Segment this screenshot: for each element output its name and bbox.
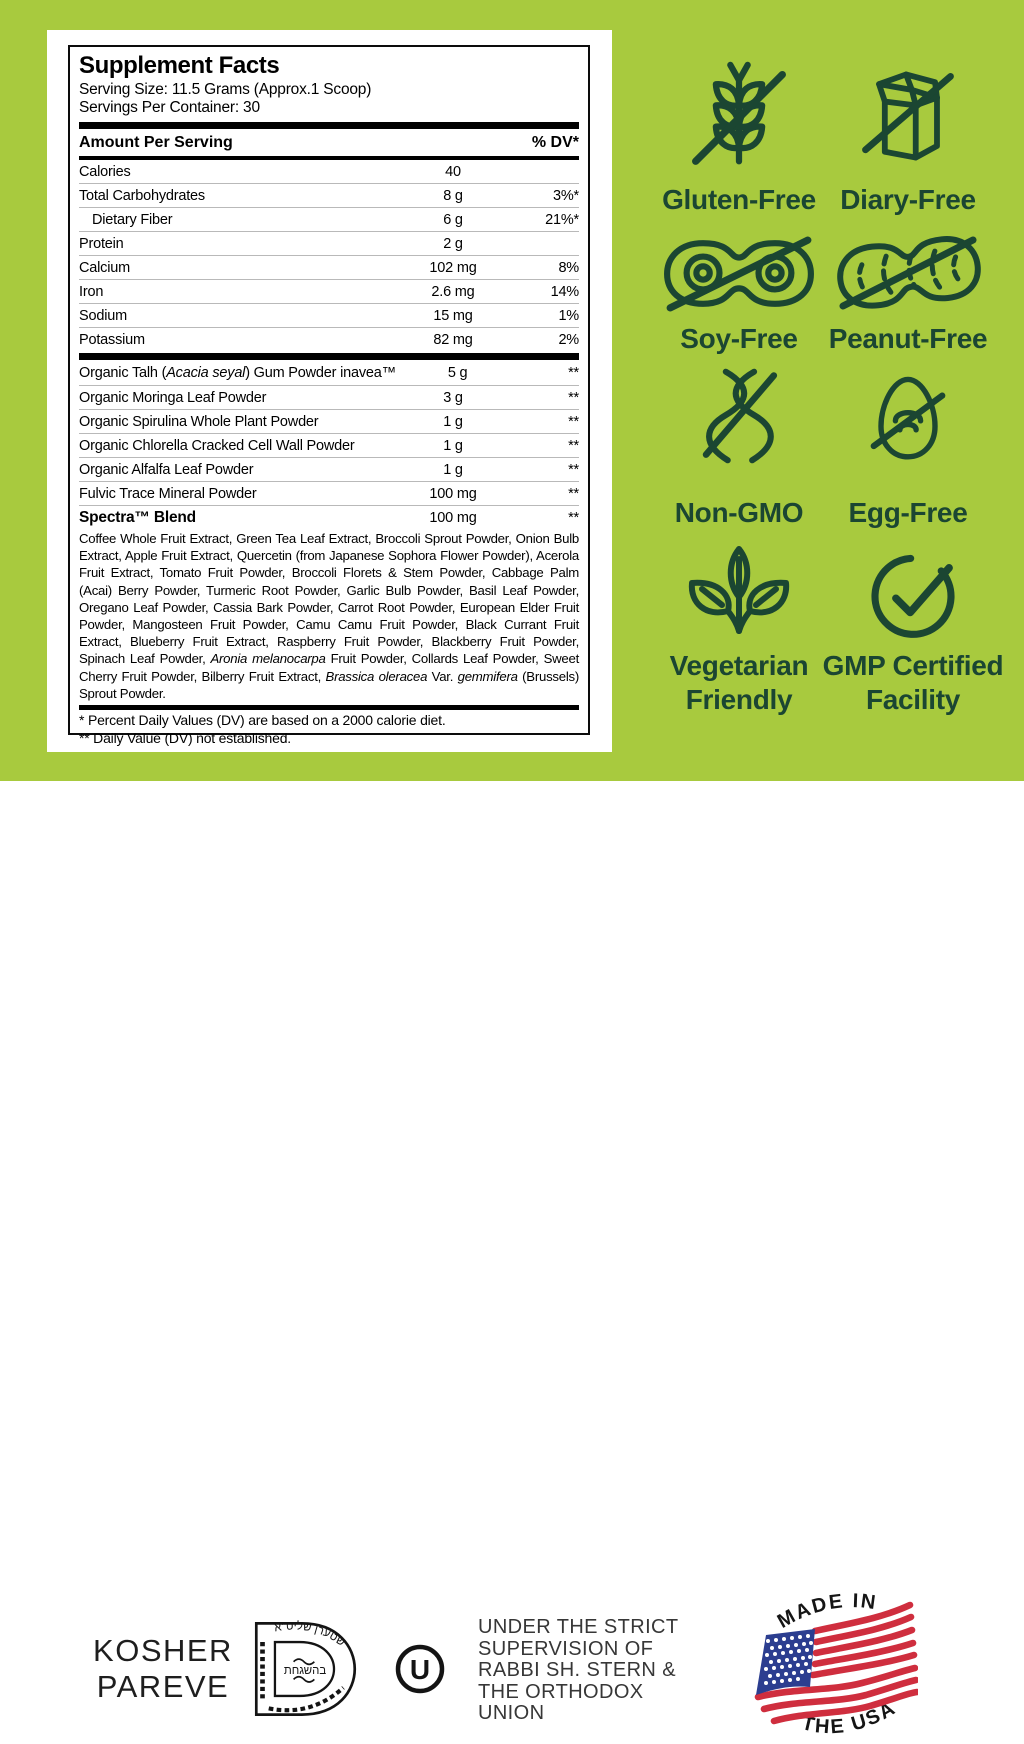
divider-medium	[79, 705, 579, 710]
badge-label: GMP Certified	[822, 650, 1004, 681]
table-header	[79, 129, 579, 156]
footnote-not-established: ** Daily Value (DV) not established.	[79, 729, 291, 746]
nutrient-amount: 8 g	[443, 187, 463, 204]
nutrient-name: Total Carbohydrates	[79, 187, 205, 204]
nutrient-dv: 21%*	[545, 211, 579, 228]
nutrient-dv: 2%	[558, 331, 579, 348]
ingredient-row-spectra-blend	[79, 505, 579, 529]
ingredient-row	[79, 360, 579, 385]
nutrient-row	[79, 279, 579, 303]
badge-peanut-free	[808, 238, 1008, 356]
nutrient-name: Iron	[79, 283, 104, 300]
nutrient-dv: 1%	[558, 307, 579, 324]
ingredient-dv: **	[568, 413, 579, 430]
ingredient-amount: 1 g	[443, 461, 463, 478]
divider-thick	[79, 122, 579, 129]
badge-diary-free	[808, 55, 1008, 217]
made-in-text: MADE IN	[773, 1591, 879, 1633]
badge-egg-free	[808, 372, 1008, 530]
badge-label: Diary-Free	[840, 184, 976, 215]
supplement-facts-box	[68, 45, 590, 746]
ingredient-row	[79, 409, 579, 433]
ingredient-row	[79, 385, 579, 409]
ingredient-name: Organic Spirulina Whole Plant Powder	[79, 413, 319, 430]
ingredient-name: Organic Alfalfa Leaf Powder	[79, 461, 254, 478]
nutrient-row	[79, 303, 579, 327]
nutrient-row	[79, 327, 579, 351]
made-in-usa-emblem	[748, 1591, 918, 1744]
nutrient-amount: 2 g	[443, 235, 463, 252]
ingredient-dv: **	[568, 364, 579, 381]
badge-label: Non-GMO	[674, 497, 804, 528]
badge-label: Egg-Free	[848, 497, 968, 528]
ingredient-amount: 1 g	[443, 437, 463, 454]
kosher-d-center-hebrew: בהשגחת	[283, 1665, 327, 1678]
ingredient-amount: 3 g	[443, 389, 463, 406]
kosher-pareve-text	[88, 1633, 238, 1705]
ingredient-row	[79, 481, 579, 505]
supervision-line: UNION	[478, 1702, 545, 1725]
nutrient-row	[79, 160, 579, 183]
nutrient-amount: 2.6 mg	[431, 283, 475, 300]
servings-per-container: Servings Per Container: 30	[79, 99, 260, 116]
nutrient-name: Sodium	[79, 307, 127, 324]
ingredient-dv: **	[568, 389, 579, 406]
supervision-line: SUPERVISION OF	[478, 1637, 654, 1660]
ingredient-name: Organic Moringa Leaf Powder	[79, 389, 267, 406]
spectra-blend-description: Coffee Whole Fruit Extract, Green Tea Leaf Extract, Broccoli Sprout Powder, Onion Bulb Extract, Apple Fruit Extract, Quercetin (from Japanese Sophora Flower Powder), Acerola Fruit Extract, Tomato Fruit Powder, Broccoli Florets & Stem Powder, Cabbage Palm (Acai) Berry Powder, Turmeric Root Powder, Garlic Bulb Powder, Basil Leaf Powder, Oregano Leaf Powder, Cassia Bark Powder, Carrot Root Powder, European Elder Fruit Powder, Mangosteen Fruit Powder, Camu Camu Fruit Powder, Black Currant Fruit Extract, Blueberry Fruit Extract, Raspberry Fruit Powder, Blackberry Fruit Powder, Spinach Leaf Powder, Aronia melanocarpa Fruit Powder, Collards Leaf Powder, Sweet Cherry Fruit Powder, Bilberry Fruit Extract, Brassica oleracea Var. gemmifera (Brussels) Sprout Powder.	[79, 531, 580, 701]
nutrient-dv: 14%	[550, 283, 579, 300]
divider-thick	[79, 353, 579, 360]
svg-text:שטערן שליט"א	[273, 1620, 347, 1649]
flag-canton	[756, 1629, 815, 1695]
orthodox-union-symbol	[394, 1643, 446, 1700]
nutrient-name: Protein	[79, 235, 124, 252]
ingredient-amount: 1 g	[443, 413, 463, 430]
ingredient-name: Organic Talh (Acacia seyal) Gum Powder inavea™	[79, 364, 396, 381]
kosher-line: KOSHER	[93, 1633, 233, 1668]
badge-label: Peanut-Free	[828, 323, 988, 354]
nutrient-name: Potassium	[79, 331, 145, 348]
the-usa-text: THE USA	[799, 1696, 901, 1739]
footer-strip	[0, 781, 1024, 1739]
ingredient-name: Spectra™ Blend	[79, 508, 196, 526]
supervision-line: RABBI SH. STERN &	[478, 1659, 676, 1682]
nutrient-amount: 82 mg	[433, 331, 473, 348]
egg-slash-icon	[808, 372, 1008, 464]
check-circle-icon	[808, 546, 1018, 641]
ingredient-row	[79, 433, 579, 457]
nutrient-name: Dietary Fiber	[92, 211, 173, 228]
ingredient-dv: **	[568, 509, 579, 526]
supplement-facts-title: Supplement Facts	[79, 52, 280, 79]
nutrient-name: Calcium	[79, 259, 130, 276]
footnote-dv: * Percent Daily Values (DV) are based on a 2000 calorie diet.	[79, 712, 446, 729]
badge-label-line2: Facility	[865, 684, 961, 715]
nutrient-row	[79, 255, 579, 279]
nutrient-dv: 8%	[558, 259, 579, 276]
header-percent-dv: % DV*	[531, 134, 579, 151]
nutrient-amount: 6 g	[443, 211, 463, 228]
kosher-d-certification-seal	[248, 1619, 362, 1724]
nutrient-name: Calories	[79, 163, 131, 180]
kosher-d-top-hebrew: שטערן שליט"א	[273, 1620, 348, 1649]
kosher-line: PAREVE	[96, 1669, 230, 1704]
supervision-line: UNDER THE STRICT	[478, 1616, 679, 1638]
nutrient-row	[79, 207, 579, 231]
serving-size: Serving Size: 11.5 Grams (Approx.1 Scoop)	[79, 81, 372, 98]
ingredient-amount: 100 mg	[429, 485, 477, 502]
ingredient-amount: 5 g	[447, 364, 468, 381]
ingredient-row	[79, 457, 579, 481]
nutrient-row	[79, 231, 579, 255]
milk-carton-slash-icon	[808, 55, 1008, 173]
badge-label-line2: Friendly	[685, 684, 793, 715]
nutrient-amount: 15 mg	[433, 307, 473, 324]
ingredient-dv: **	[568, 461, 579, 478]
header-amount-per-serving: Amount Per Serving	[79, 134, 233, 151]
badge-label: Vegetarian	[669, 650, 809, 681]
nutrient-amount: 102 mg	[429, 259, 477, 276]
badge-label: Soy-Free	[680, 323, 798, 354]
supervision-line: THE ORTHODOX	[478, 1680, 644, 1703]
supplement-facts-card	[47, 30, 612, 752]
nutrient-amount: 40	[445, 163, 461, 180]
ingredient-dv: **	[568, 485, 579, 502]
nutrient-row	[79, 183, 579, 207]
ingredient-name: Organic Chlorella Cracked Cell Wall Powder	[79, 437, 355, 454]
ingredient-name: Fulvic Trace Mineral Powder	[79, 485, 257, 502]
supervision-text	[478, 1617, 688, 1725]
ingredient-amount: 100 mg	[429, 509, 477, 526]
ingredient-dv: **	[568, 437, 579, 454]
ou-letter: U	[409, 1654, 431, 1685]
peanut-slash-icon	[808, 238, 1008, 312]
badge-gmp-certified	[808, 546, 1018, 717]
badge-label: Gluten-Free	[662, 184, 816, 215]
nutrient-dv: 3%*	[553, 187, 579, 204]
